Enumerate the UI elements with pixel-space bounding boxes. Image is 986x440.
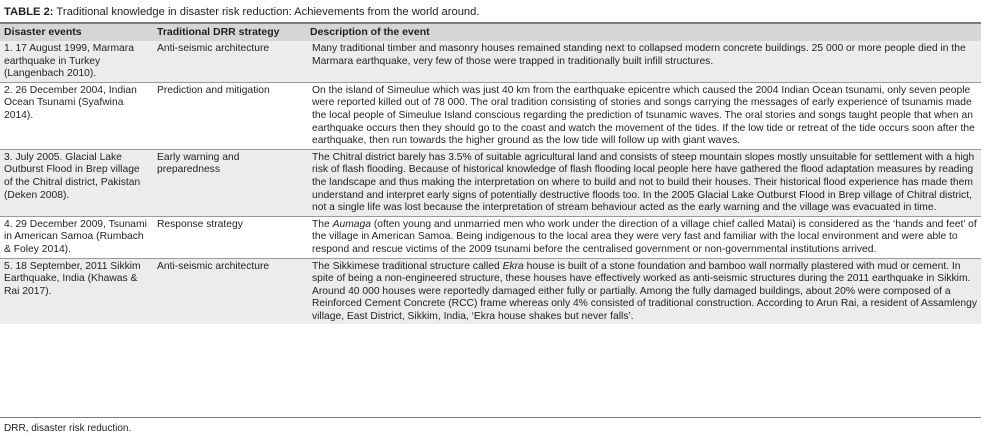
cell-event: 5. 18 September, 2011 Sikkim Earthquake, India (Khawas & Rai 2017). <box>0 258 153 324</box>
header-drr-strategy: Traditional DRR strategy <box>153 24 306 41</box>
description-text: (often young and unmarried men who work under the direction of a village chief called Matai) is considered as the ‘hands and feet’ of the village in American Samoa. Being indigenous to the local area they were very fast and familiar with the local environment and were able to respond and rescue victims of the 2009 tsunami before the centralised government or non-governmental institutions arrived. <box>312 218 977 255</box>
cell-strategy: Anti-seismic architecture <box>153 258 306 324</box>
description-text: The Sikkimese traditional structure called <box>312 260 503 272</box>
header-disaster-events: Disaster events <box>0 24 153 41</box>
table-caption <box>4 5 479 19</box>
cell-description <box>306 82 981 149</box>
cell-description <box>306 41 981 82</box>
description-text: Many traditional timber and masonry houses remained standing next to collapsed modern concrete buildings. 25 000 or more people died in the Marmara earthquake, very few of those were trapped in traditionally built infill structures. <box>312 43 966 67</box>
table-row <box>0 216 981 258</box>
cell-description <box>306 258 981 324</box>
table-caption-label: TABLE 2: <box>4 6 54 18</box>
cell-event: 1. 17 August 1999, Marmara earthquake in Turkey (Langenbach 2010). <box>0 41 153 82</box>
cell-strategy: Prediction and mitigation <box>153 82 306 149</box>
table-caption-text: Traditional knowledge in disaster risk reduction: Achievements from the world around. <box>53 6 480 18</box>
table-row <box>0 41 981 82</box>
cell-strategy: Response strategy <box>153 216 306 258</box>
table-row <box>0 82 981 149</box>
description-italic-term: Ekra <box>502 260 524 272</box>
cell-event: 3. July 2005. Glacial Lake Outburst Flood in Brep village of the Chitral district, Pakistan (Deken 2008). <box>0 149 153 216</box>
table-header-row <box>0 24 981 41</box>
cell-event: 4. 29 December 2009, Tsunami in American Samoa (Rumbach & Foley 2014). <box>0 216 153 258</box>
cell-description <box>306 149 981 216</box>
description-text: The <box>312 218 333 230</box>
description-italic-term: Aumaga <box>332 218 371 230</box>
cell-event: 2. 26 December 2004, Indian Ocean Tsunami (Syafwina 2014). <box>0 82 153 149</box>
table-row <box>0 149 981 216</box>
table-row <box>0 258 981 324</box>
cell-strategy: Early warning and preparedness <box>153 149 306 216</box>
cell-description <box>306 216 981 258</box>
description-text: house is built of a stone foundation and bamboo wall normally plastered with mud or cement. In spite of being a non-engineered structure, these houses have effectively worked as anti-seismic structures during the 2011 earthquake in Sikkim. Around 40 000 houses were reportedly damaged either fully or partially. Among the fully damaged buildings, about 20% were composed of a Reinforced Cement Concrete (RCC) frame whereas only 4% consisted of traditional construction. According to Arun Rai, a resident of Assamlengy village, East District, Sikkim, India, ‘Ekra house shakes but never falls’. <box>312 260 978 322</box>
description-text: The Chitral district barely has 3.5% of suitable agricultural land and consists of steep mountain slopes mostly unsuitable for settlement with a high risk of flash flooding. Because of historical knowledge of flash flooding local people here have gathered the flood adaptation measures by reading the landscape and thus making the interpretation on where to build and not to build their houses. Their historical flood experience has made them understand and interpret early signs of potentially destructive floods too. In the 2005 Glacial Lake Outburst Flood in Brep village of Chitral district, not a single life was lost because the interpretation of stream behaviour acted as the early warning and the village was evacuated in time. <box>312 151 975 214</box>
table-footnote: DRR, disaster risk reduction. <box>4 423 132 434</box>
header-description: Description of the event <box>306 24 981 41</box>
description-text: On the island of Simeulue which was just 40 km from the earthquake epicentre which caused the 2004 Indian Ocean tsunami, only seven people were reported killed out of 78 000. The oral tradition consisting of stories and songs carrying the messages of early experience of tsunamis made the local people of Simeulue Island conscious regarding the prediction of tsunamic waves. The oral stories and songs taught people that when an earthquake occurs then they should go to the coast and watch the movement of the tides. If the low tide or retreat of the tide occurs soon after the earthquake, then run towards the higher ground as the low tide will follow up with giant waves. <box>312 84 975 147</box>
traditional-drr-table <box>0 24 981 324</box>
cell-strategy: Anti-seismic architecture <box>153 41 306 82</box>
table-bottom-rule <box>0 417 981 418</box>
